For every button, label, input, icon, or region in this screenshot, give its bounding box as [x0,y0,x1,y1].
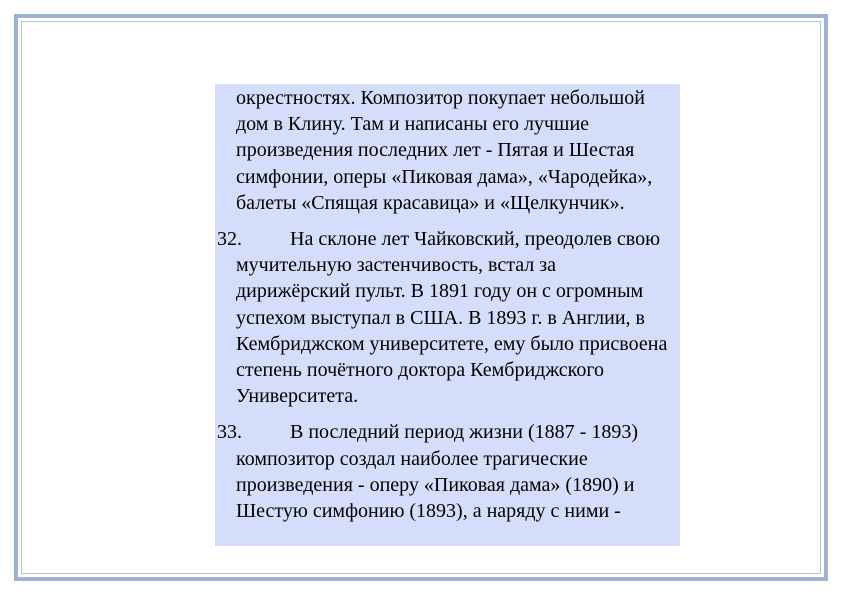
paragraph-33 [215,419,680,524]
paragraph-number: 32. [217,228,242,251]
paragraph-32 [215,226,680,409]
paragraph-number: 33. [217,421,242,444]
paragraph-text: На склоне лет Чайковский, преодолев свою мучительную застенчивость, встал за дирижёрский пульт. В 1891 году он с огромным успехом выступал в США. В 1893 г. в Англии, в Кембриджском университете, ему было присвоена степень почётного доктора Кембриджского Университета. [236,228,668,408]
paragraph-31-continuation [215,84,680,216]
text-content-box [215,84,680,546]
paragraph-text: В последний период жизни (1887 - 1893) композитор создал наиболее трагические произведения - оперу «Пиковая дама» (1890) и Шестую симфонию (1893), а наряду с ними - [236,421,638,523]
paragraph-text: окрестностях. Композитор покупает небольшой дом в Клину. Там и написаны его лучшие произведения последних лет - Пятая и Шестая симфонии, оперы «Пиковая дама», «Чародейка», балеты «Спящая красавица» и «Щелкунчик». [236,87,653,214]
